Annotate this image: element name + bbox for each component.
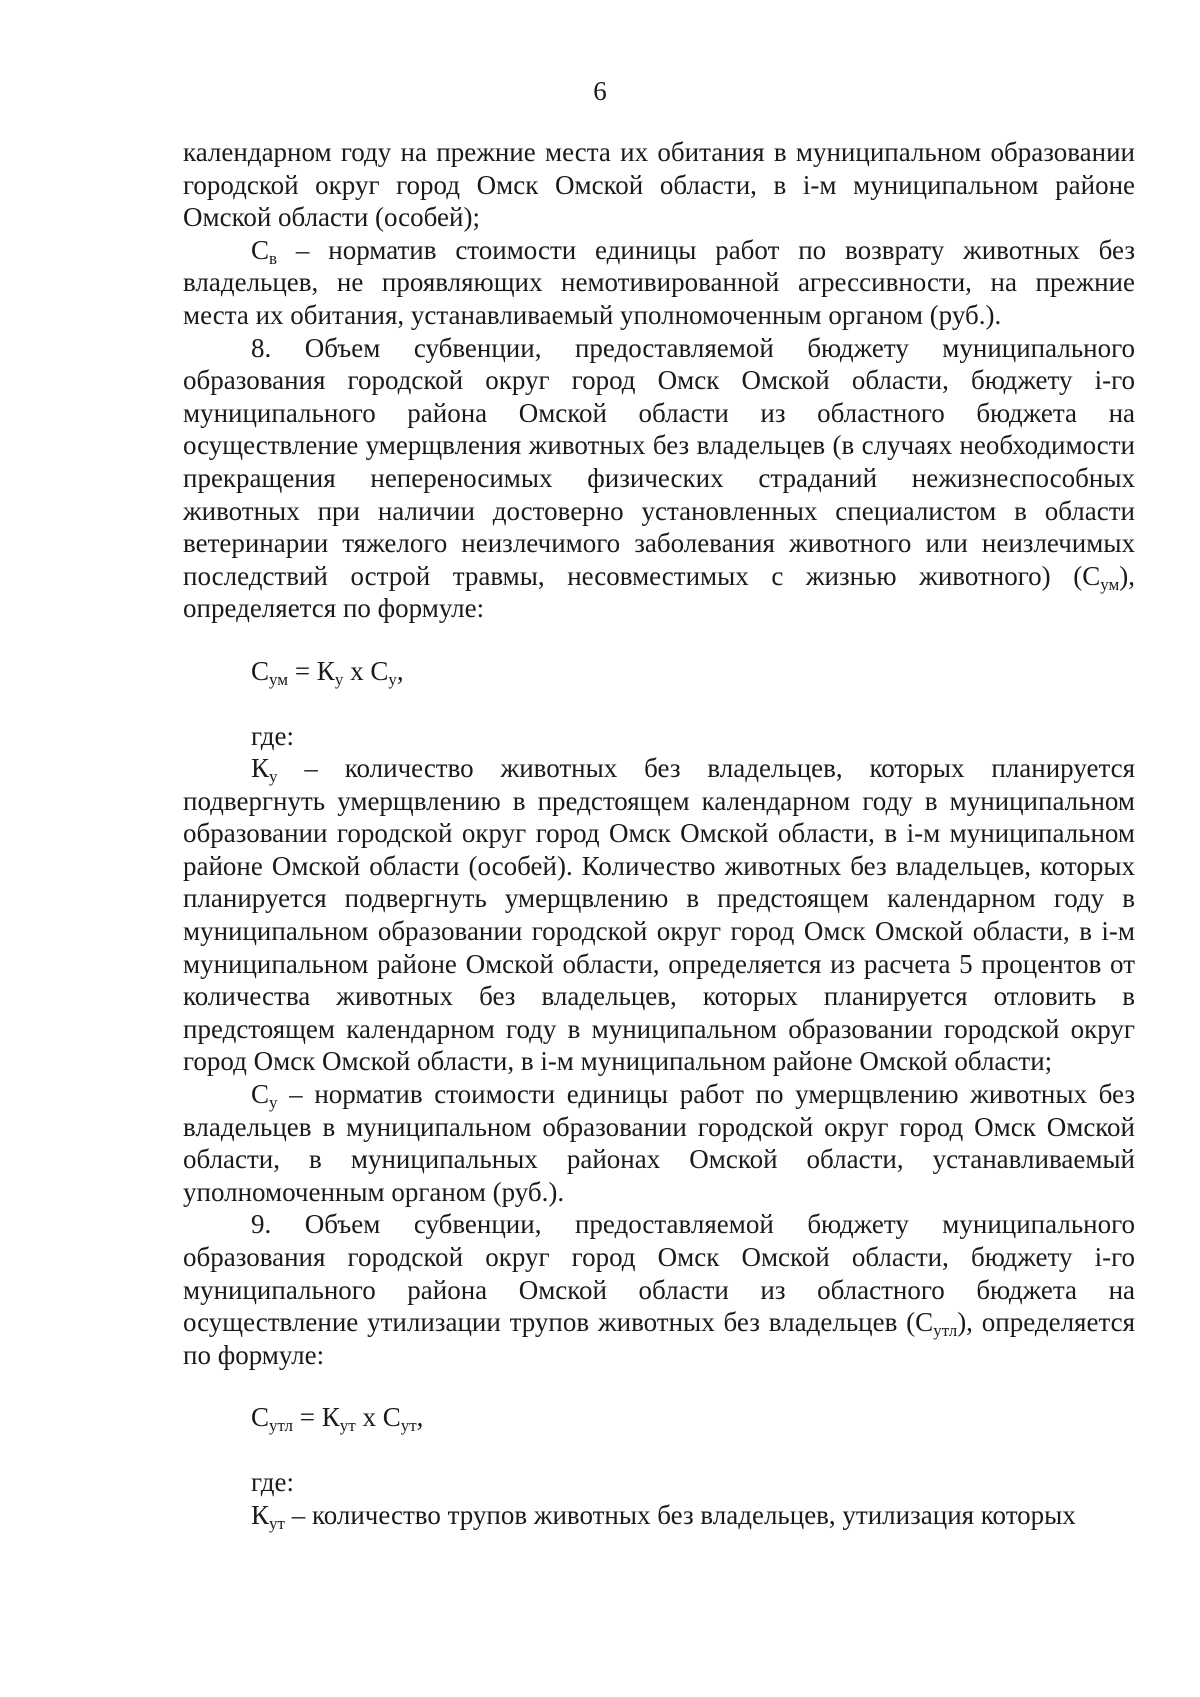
symbol-k: К [251, 753, 270, 784]
symbol-c: С [1082, 560, 1101, 591]
subscript-ut: ут [269, 1513, 285, 1533]
paragraph-item-8 [183, 332, 1135, 625]
definition-text: – норматив стоимости единицы работ по возврату животных без владельцев, не проявляющих немотивированной агрессивности, на прежние места их обитания, устанавливаемый уполномоченным органом (руб.). [183, 234, 1135, 330]
formula-operator: = К [293, 1402, 340, 1433]
paragraph-kut-definition [183, 1499, 1135, 1532]
formula-subscript: у [388, 669, 397, 689]
definition-text: – количество животных без владельцев, которых планируется подвергнуть умерщвлению в предстоящем календарном году в муниципальном образовании городской округ город Омск Омской области, в i-м муниципальном районе Омской области (особей). Количество животных без владельцев, которых планируется подвергнуть умерщвлению в предстоящем календарном году в муниципальном образовании городской округ город Омск Омской области, в i-м муниципальном районе Омской области, определяется из расчета 5 процентов от количества животных без владельцев, которых планируется отловить в предстоящем календарном году в муниципальном образовании городской округ город Омск Омской области, в i-м муниципальном районе Омской области; [183, 753, 1135, 1077]
item-8-text: 8. Объем субвенции, предоставляемой бюджету муниципального образования городской округ город Омск Омской области, бюджету i-го муниципального района Омской области из областного бюджета на осуществление умерщвления животных без владельцев (в случаях необходимости прекращения непереносимых физических страданий нежизнеспособных животных при наличии достоверно установленных специалистом в области ветеринарии тяжелого неизлечимого заболевания животного или неизлечимых последствий острой травмы, несовместимых с жизнью животного) ( [183, 332, 1135, 591]
formula-operator: х С [355, 1402, 401, 1433]
item-8-text-end: ), определяется по формуле: [183, 560, 1135, 624]
definition-text: – количество трупов животных без владельцев, утилизация которых [284, 1499, 1076, 1530]
formula-subscript: ут [339, 1416, 356, 1436]
item-9-text-end: ), определяется по формуле: [183, 1307, 1135, 1370]
subscript-utl: утл [933, 1321, 958, 1341]
formula-operator: = К [288, 655, 335, 686]
symbol-k: К [251, 1499, 270, 1530]
formula-symbol: С [251, 1402, 270, 1433]
formula-subscript: ум [269, 669, 289, 689]
definition-text: – норматив стоимости единицы работ по умерщвлению животных без владельцев в муниципальном образовании городской округ город Омск Омской области, в муниципальных районах Омской области, устанавливаемый уполномоченным органом (руб.). [183, 1079, 1135, 1207]
paragraph-ky-definition [183, 752, 1135, 1078]
paragraph-cv-definition [183, 234, 1135, 332]
formula-end: , [416, 1402, 424, 1433]
paragraph-cy-definition [183, 1078, 1135, 1208]
paragraph-item-9 [183, 1208, 1135, 1371]
formula-end: , [396, 655, 404, 686]
symbol-c: С [251, 1079, 270, 1110]
formula-c-um [251, 655, 1135, 688]
where-label: где: [251, 720, 294, 751]
subscript-y: у [269, 767, 278, 787]
page-number: 6 [593, 76, 607, 106]
document-body [183, 136, 1135, 1531]
formula-subscript: у [334, 669, 344, 689]
formula-symbol: С [251, 655, 270, 686]
formula-subscript: утл [269, 1416, 294, 1436]
formula-subscript: ут [400, 1416, 417, 1436]
where-label: где: [251, 1466, 294, 1497]
subscript-um: ум [1100, 574, 1120, 594]
subscript-y: у [269, 1093, 278, 1113]
item-9-text: 9. Объем субвенции, предоставляемой бюджету муниципального образования городской округ город Омск Омской области, бюджету i-го муниципального района Омской области из областного бюджета на осуществление утилизации трупов животных без владельцев ( [183, 1209, 1135, 1338]
symbol-c: С [915, 1307, 934, 1338]
formula-c-utl [251, 1401, 1135, 1434]
symbol-c: С [251, 234, 270, 265]
paragraph-intro: календарном году на прежние места их обитания в муниципальном образовании городской округ город Омск Омской области, в i-м муниципальном районе Омской области (особей); [183, 137, 1135, 233]
formula-operator: х С [343, 655, 389, 686]
subscript-v: в [269, 248, 278, 268]
